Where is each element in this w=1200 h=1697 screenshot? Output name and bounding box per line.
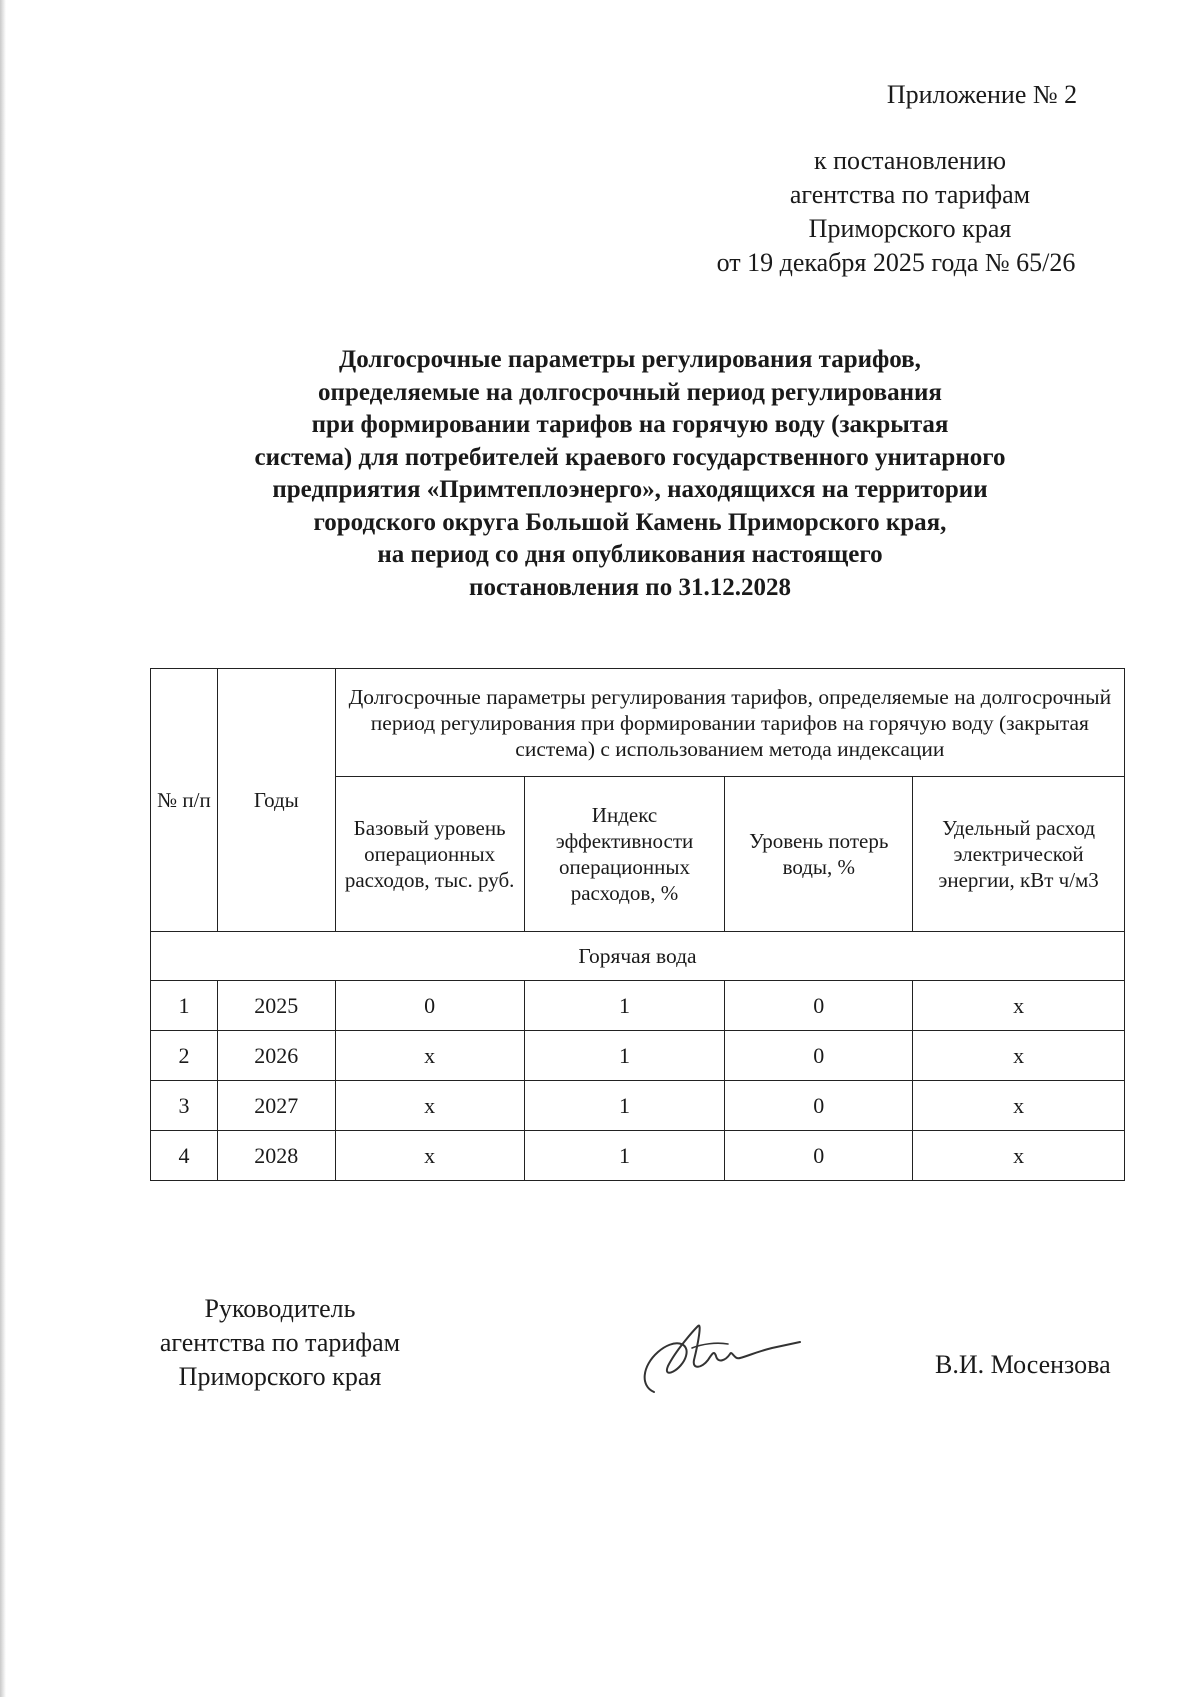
title-line: определяемые на долгосрочный период регулирования	[318, 378, 942, 406]
title-line: на период со дня опубликования настоящего	[377, 541, 883, 568]
header-number: № п/п	[151, 669, 218, 932]
header-power-use: Удельный расход электрической энергии, кВт ч/м3	[913, 777, 1125, 932]
table-row	[151, 1081, 1125, 1131]
signer-position-line: Приморского края	[178, 1362, 382, 1391]
header-years: Годы	[217, 669, 335, 932]
appendix-header	[700, 78, 1120, 280]
cell-num: 3	[151, 1081, 218, 1131]
table-row	[151, 1131, 1125, 1181]
cell-year: 2028	[217, 1131, 335, 1181]
cell-num: 1	[151, 981, 218, 1031]
title-line: предприятия «Примтеплоэнерго», находящихся на территории	[272, 476, 988, 503]
header-water-loss: Уровень потерь воды, %	[725, 777, 913, 932]
table-row	[151, 1031, 1125, 1081]
document-title	[190, 344, 1070, 604]
appendix-line: Приморского края	[808, 214, 1012, 243]
header-group: Долгосрочные параметры регулирования тарифов, определяемые на долгосрочный период регулирования при формировании тарифов на горячую воду (закрытая система) с использованием метода индексации	[335, 669, 1124, 777]
cell-power-use: x	[913, 1131, 1125, 1181]
cell-water-loss: 0	[725, 1131, 913, 1181]
cell-water-loss: 0	[725, 981, 913, 1031]
cell-efficiency-index: 1	[524, 981, 725, 1031]
title-line: городского округа Большой Камень Приморского края,	[313, 508, 947, 536]
cell-water-loss: 0	[725, 1081, 913, 1131]
cell-year: 2026	[217, 1031, 335, 1081]
title-line: система) для потребителей краевого государственного унитарного	[254, 443, 1006, 471]
appendix-date: от 19 декабря 2025 года № 65/26	[716, 248, 1076, 277]
title-line: при формировании тарифов на горячую воду (закрытая	[311, 411, 949, 438]
cell-water-loss: 0	[725, 1031, 913, 1081]
cell-efficiency-index: 1	[524, 1081, 725, 1131]
cell-efficiency-index: 1	[524, 1131, 725, 1181]
header-base-opex: Базовый уровень операционных расходов, тыс. руб.	[335, 777, 524, 932]
scan-edge	[0, 0, 6, 1697]
signer-position	[130, 1292, 430, 1394]
title-line: Долгосрочные параметры регулирования тарифов,	[339, 346, 921, 373]
cell-year: 2027	[217, 1081, 335, 1131]
cell-base-opex: x	[335, 1081, 524, 1131]
signer-position-line: агентства по тарифам	[159, 1328, 401, 1357]
table-row	[151, 981, 1125, 1031]
signer-name: В.И. Мосензова	[935, 1350, 1111, 1379]
signer-position-line: Руководитель	[204, 1294, 356, 1323]
cell-efficiency-index: 1	[524, 1031, 725, 1081]
parameters-table	[150, 668, 1125, 1181]
cell-base-opex: 0	[335, 981, 524, 1031]
handwritten-signature	[632, 1308, 802, 1408]
appendix-line: агентства по тарифам	[789, 180, 1031, 209]
section-hot-water: Горячая вода	[151, 932, 1125, 981]
cell-power-use: x	[913, 1081, 1125, 1131]
cell-base-opex: x	[335, 1031, 524, 1081]
cell-power-use: x	[913, 1031, 1125, 1081]
title-line: постановления по 31.12.2028	[469, 573, 791, 601]
header-efficiency-index: Индекс эффективности операционных расходов, %	[524, 777, 725, 932]
appendix-number: Приложение № 2	[886, 80, 1078, 109]
cell-year: 2025	[217, 981, 335, 1031]
cell-num: 4	[151, 1131, 218, 1181]
cell-base-opex: x	[335, 1131, 524, 1181]
cell-power-use: x	[913, 981, 1125, 1031]
cell-num: 2	[151, 1031, 218, 1081]
appendix-line: к постановлению	[813, 146, 1007, 175]
